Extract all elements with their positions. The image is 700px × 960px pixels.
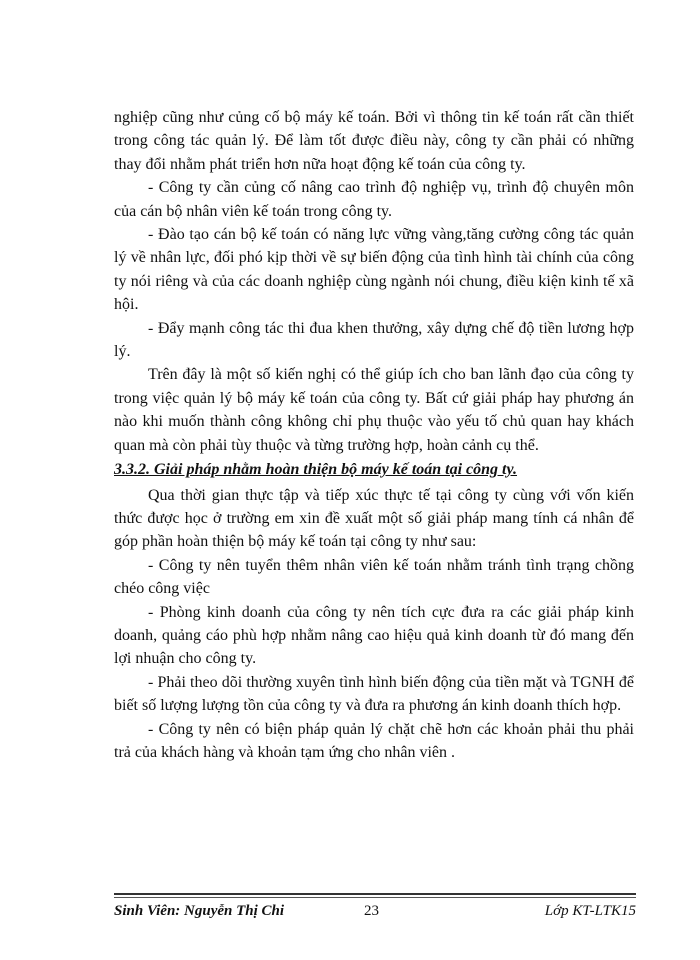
paragraph-intro: Qua thời gian thực tập và tiếp xúc thực tế tại công ty cùng với vốn kiến thức được học ở trường em xin đề xuất một số giải pháp mang tính cá nhân để góp phần hoàn thiện bộ máy kế toán tại công ty như sau: — [114, 486, 634, 551]
paragraph-summary: Trên đây là một số kiến nghị có thể giúp ích cho ban lãnh đạo của công ty trong việc quản lý bộ máy kế toán của công ty. Bất cứ giải pháp hay phương án nào khi muốn thành công không chỉ phụ thuộc vào yếu tố chủ quan hay khách quan mà còn phải tùy thuộc và từng trường hợp, hoàn cảnh cụ thể. — [114, 366, 634, 454]
paragraph-bullet: - Công ty nên có biện pháp quản lý chặt chẽ hơn các khoản phải thu phải trả của khách hàng và khoản tạm ứng cho nhân viên . — [114, 720, 634, 761]
paragraph-bullet: - Công ty nên tuyển thêm nhân viên kế toán nhằm tránh tình trạng chồng chéo công việc — [114, 556, 634, 598]
paragraph-bullet: - Đẩy mạnh công tác thi đua khen thưởng, xây dựng chế độ tiền lương hợp lý. — [114, 319, 634, 361]
footer-author: Sinh Viên: Nguyễn Thị Chi — [114, 903, 285, 919]
footer-class: Lớp KT-LTK15 — [544, 903, 636, 919]
paragraph-bullet: - Phòng kinh doanh của công ty nên tích cực đưa ra các giải pháp kinh doanh, quảng cáo phù hợp nhằm nâng cao hiệu quả kinh doanh từ đó mang đến lợi nhuận cho công ty. — [114, 603, 634, 668]
paragraph-continuation: nghiệp cũng như củng cố bộ máy kế toán. Bởi vì thông tin kế toán rất cần thiết trong công tác quản lý. Để làm tốt được điều này, công ty cần phải có những thay đổi nhằm phát triển hơn nữa hoạt động kế toán của công ty. — [114, 109, 634, 173]
paragraph-bullet: - Công ty cần củng cố nâng cao trình độ nghiệp vụ, trình độ chuyên môn của cán bộ nhân viên kế toán trong công ty. — [114, 179, 634, 220]
footer-divider-thin — [114, 897, 636, 898]
page-footer — [114, 901, 636, 923]
body-text — [114, 106, 634, 764]
footer-divider — [114, 893, 636, 895]
paragraph-bullet: - Đào tạo cán bộ kế toán có năng lực vững vàng,tăng cường công tác quản lý về nhân lực, đối phó kịp thời về sự biến động của tình hình tài chính của công ty nói riêng và của các doanh nghiệp cùng ngành nói chung, điều kiện kinh tế xã hội. — [114, 226, 634, 314]
section-heading: 3.3.2. Giải pháp nhằm hoàn thiện bộ máy kế toán tại công ty. — [114, 461, 518, 479]
paragraph-bullet: - Phải theo dõi thường xuyên tình hình biến động của tiền mặt và TGNH để biết số lượng lượng tồn của công ty và đưa ra phương án kinh doanh thích hợp. — [114, 673, 634, 715]
page-number: 23 — [364, 903, 379, 919]
